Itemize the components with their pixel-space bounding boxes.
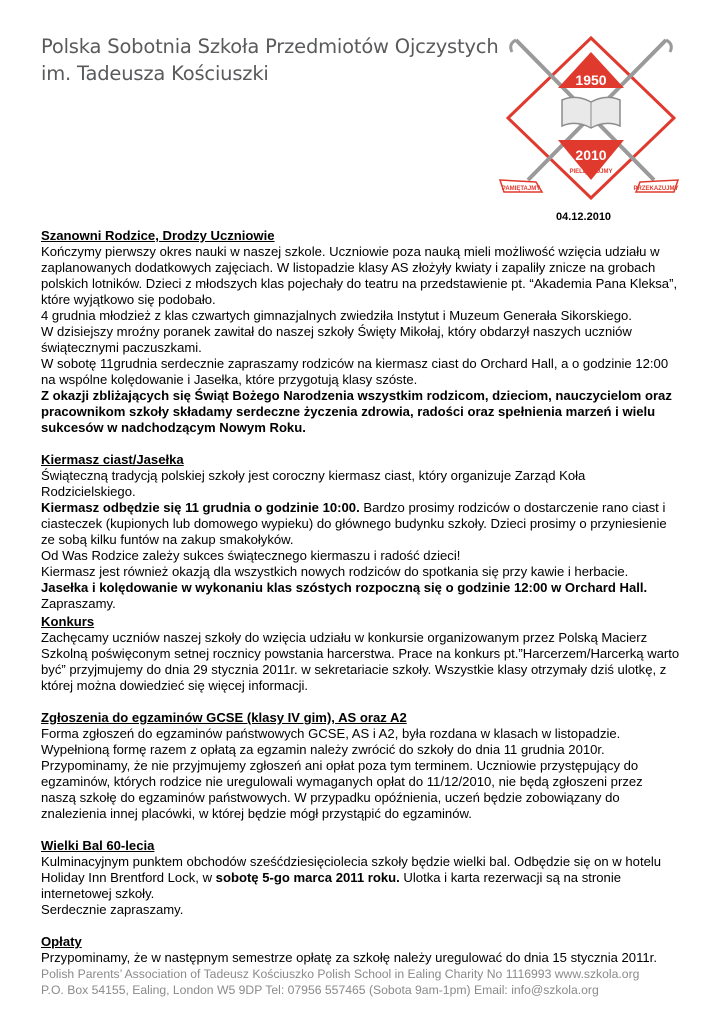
intro-paragraph: Kończymy pierwszy okres nauki w naszej szkole. Uczniowie poza nauką mieli możliwość wzięcia udziału w zaplanowanych dodatkowych zajęciach. W listopadzie klasy AS złożyły kwiaty i zapaliły znicze na grobach polskich lotników. Dzieci z młodszych klas pojechały do teatru na przedstawienie pt. “Akademia Pana Kleksa”, które wyjątkowo się podobało.	[41, 244, 678, 307]
ribbon-left: PAMIĘTAJMY	[501, 186, 541, 192]
kiermasz-paragraph	[41, 500, 681, 548]
oplaty-paragraph: Przypominamy, że w następnym semestrze opłatę za szkołę należy uregulować do dnia 15 stycznia 2011r.	[41, 950, 657, 965]
school-emblem	[496, 30, 686, 200]
letter-body	[41, 228, 681, 966]
egzaminy-paragraph: Forma zgłoszeń do egzaminów państwowych GCSE, AS i A2, była rozdana w klasach w listopadzie. Wypełnioną formę razem z opłatą za egzamin należy zwrócić do szkoły do dnia 11 grudnia 2010r. Przypominamy, że nie przyjmujemy zgłoszeń ani opłat poza tym terminem. Uczniowie przystępujący do egzaminów, których rodzice nie uregulowali wymaganych opłat do 11/12/2010, nie będą zgłoszeni przez naszą szkołę do egzaminów państwowych. W przypadku opóźnienia, uczeń będzie zobowiązany do znalezienia innej placówki, w której będzie mógł przystąpić do egzaminów.	[41, 726, 643, 821]
kiermasz-details: Bardzo prosimy rodziców o dostarczenie rano ciast i ciasteczek (kupionych lub domowego wypieku) do głównego budynku szkoły. Dzieci prosimy o przyniesienie ze sobą kilku funtów na zakup smakołyków.	[41, 500, 667, 547]
kiermasz-date: Kiermasz odbędzie się 11 grudnia o godzinie 10:00.	[41, 500, 360, 515]
christmas-wishes: Z okazji zbliżających się Świąt Bożego Narodzenia wszystkim rodzicom, dzieciom, nauczycielom oraz pracownikom szkoły składamy serdeczne życzenia zdrowia, radości oraz spełnienia marzeń i wielu sukcesów w nadchodzącym Nowym Roku.	[41, 388, 672, 435]
kiermasz-paragraph: Zapraszamy.	[41, 596, 116, 611]
bal-paragraph: Serdecznie zapraszamy.	[41, 902, 184, 917]
ribbon-right: PRZEKAZUJMY	[633, 186, 679, 192]
school-name-line2: im. Tadeusza Kościuszki	[41, 62, 269, 85]
kiermasz-heading: Kiermasz ciast/Jasełka	[41, 452, 184, 467]
ribbon-center: PIELĘGNUJMY	[569, 169, 613, 175]
bal-date: sobotę 5-go marca 2011 roku.	[215, 870, 400, 885]
kiermasz-paragraph: Świąteczną tradycją polskiej szkoły jest coroczny kiermasz ciast, który organizuje Zarząd Koła Rodzicielskiego.	[41, 468, 586, 499]
jaselka-announcement: Jasełka i kolędowanie w wykonaniu klas szóstych rozpoczną się o godzinie 12:00 w Orchard Hall.	[41, 580, 648, 595]
bal-heading: Wielki Bal 60-lecia	[41, 838, 155, 853]
footer	[41, 966, 681, 998]
intro-heading: Szanowni Rodzice, Drodzy Uczniowie	[41, 228, 275, 243]
oplaty-heading: Opłaty	[41, 934, 82, 949]
school-name-line1: Polska Sobotnia Szkoła Przedmiotów Ojczystych	[41, 35, 499, 58]
egzaminy-heading: Zgłoszenia do egzaminów GCSE (klasy IV gim), AS oraz A2	[41, 710, 407, 725]
footer-line2: P.O. Box 54155, Ealing, London W5 9DP Tel: 07956 557465 (Sobota 9am-1pm) Email: info@szkola.org	[41, 983, 599, 997]
konkurs-paragraph: Zachęcamy uczniów naszej szkoły do wzięcia udziału w konkursie organizowanym przez Polską Macierz Szkolną poświęconym setnej rocznicy powstania harcerstwa. Prace na konkurs pt.”Harcerzem/Harcerką warto być” przyjmujemy do dnia 29 stycznia 2011r. w sekretariacie szkoły. Wszystkie klasy otrzymały dziś ulotkę, z której można dowiedzieć się więcej informacji.	[41, 630, 680, 693]
intro-paragraph: W dzisiejszy mroźny poranek zawitał do naszej szkoły Święty Mikołaj, który obdarzył naszych uczniów świątecznymi paczuszkami.	[41, 324, 632, 355]
intro-paragraph: 4 grudnia młodzież z klas czwartych gimnazjalnych zwiedziła Instytut i Muzeum Generała Sikorskiego.	[41, 308, 632, 323]
konkurs-heading: Konkurs	[41, 614, 95, 629]
intro-paragraph: W sobotę 11grudnia serdecznie zapraszamy rodziców na kiermasz ciast do Orchard Hall, a o godzinie 12:00 na wspólne kolędowanie i Jasełka, które przygotują klasy szóste.	[41, 356, 669, 387]
bal-paragraph	[41, 854, 681, 902]
emblem-year-bottom: 2010	[575, 147, 607, 163]
letter-date: 04.12.2010	[556, 211, 612, 223]
kiermasz-paragraph: Kiermasz jest również okazją dla wszystkich nowych rodziców do spotkania się przy kawie i herbacie.	[41, 564, 629, 579]
bal-text: Ulotka i karta rezerwacji są na stronie internetowej szkoły.	[41, 870, 622, 901]
emblem-year-top: 1950	[575, 72, 607, 88]
footer-line1: Polish Parents’ Association of Tadeusz Kościuszko Polish School in Ealing Charity No 1116993 www.szkola.org	[41, 967, 640, 981]
bal-text: Kulminacyjnym punktem obchodów sześćdziesięciolecia szkoły będzie wielki bal. Odbędzie się on w hotelu Holiday Inn Brentford Lock, w	[41, 854, 662, 885]
school-name	[41, 33, 499, 87]
kiermasz-paragraph: Od Was Rodzice zależy sukces świątecznego kiermaszu i radość dzieci!	[41, 548, 461, 563]
